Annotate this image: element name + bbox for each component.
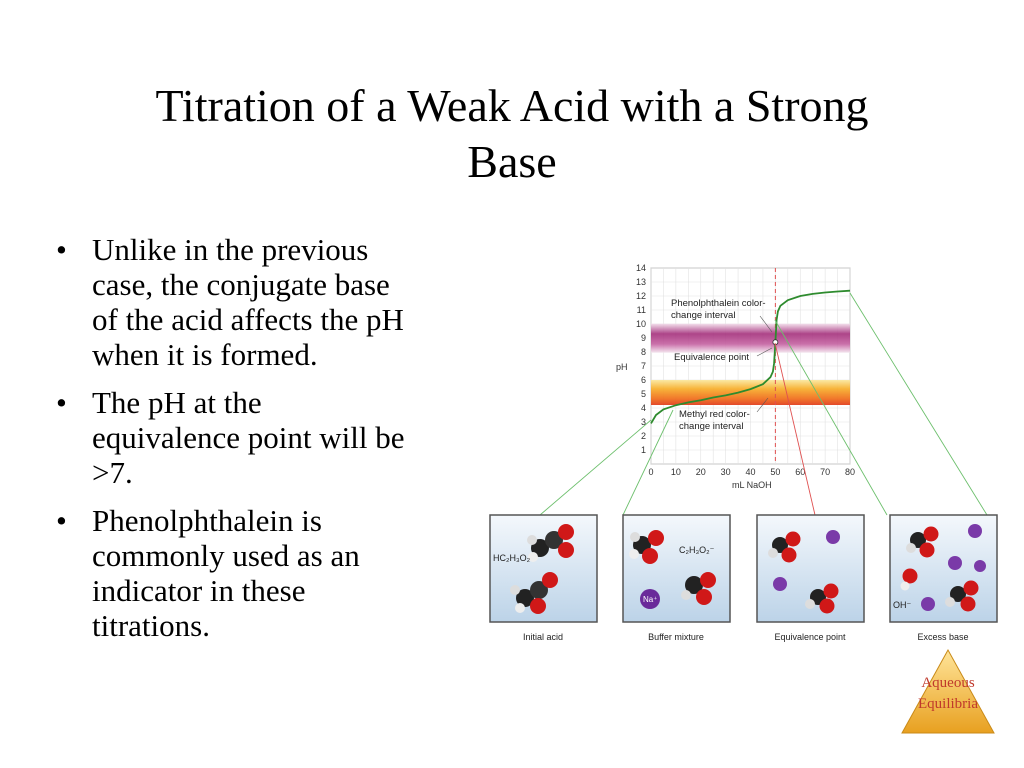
sodium-ion-label: Na⁺	[643, 595, 658, 604]
sodium-ion-icon	[974, 560, 986, 572]
x-tick-label: 10	[670, 467, 681, 477]
x-tick-label: 70	[820, 467, 831, 477]
panel-formula-label: OH⁻	[893, 600, 912, 610]
bullet-text: The pH at the equivalence point will be >7.	[92, 385, 405, 490]
x-tick-labels	[648, 467, 855, 477]
y-tick-label: 3	[640, 417, 646, 427]
methyl-red-label-line-2: change interval	[679, 421, 744, 432]
y-tick-label: 9	[640, 333, 646, 343]
phenolphthalein-label-line-1: Phenolphthalein color-	[671, 298, 766, 309]
y-tick-label: 14	[635, 263, 646, 273]
y-tick-label: 10	[635, 319, 646, 329]
x-tick-label: 20	[695, 467, 706, 477]
aqueous-equilibria-logo	[902, 650, 994, 733]
panel-caption: Buffer mixture	[648, 632, 704, 642]
sodium-ion-icon	[826, 530, 840, 544]
y-tick-label: 6	[640, 375, 646, 385]
logo-line-2: Equilibria	[918, 696, 978, 712]
bullet-glyph: •	[56, 503, 67, 538]
y-tick-labels	[636, 263, 646, 455]
logo-line-1: Aqueous	[921, 675, 975, 691]
phenolphthalein-label-line-2: change interval	[671, 310, 736, 321]
bullet-glyph: •	[56, 385, 67, 420]
panel-caption: Initial acid	[522, 632, 564, 642]
phenolphthalein-band	[651, 324, 850, 353]
x-tick-label: 50	[770, 467, 781, 477]
title-line-1: Titration of a Weak Acid with a Strong	[155, 80, 869, 131]
panel-buffer-mixture	[623, 515, 730, 642]
y-tick-label: 5	[640, 389, 646, 399]
y-tick-label: 1	[640, 445, 646, 455]
y-tick-label: 13	[635, 277, 646, 287]
panel-formula-label: HC₂H₃O₂	[493, 553, 531, 563]
x-axis-label: mL NaOH	[732, 480, 772, 490]
methyl-red-label	[679, 409, 752, 432]
y-tick-label: 2	[640, 431, 646, 441]
sodium-ion-icon	[968, 524, 982, 538]
sodium-ion-icon	[921, 597, 935, 611]
bullet-text: Phenolphthalein is commonly used as an indicator in these titrations.	[92, 503, 360, 643]
panel-formula-label: C₂H₃O₂⁻	[679, 545, 715, 555]
panel-caption: Excess base	[917, 632, 969, 642]
y-tick-label: 7	[640, 361, 646, 371]
methyl-red-band	[651, 380, 850, 405]
x-tick-label: 60	[795, 467, 806, 477]
x-tick-label: 30	[720, 467, 731, 477]
panel-initial-acid	[490, 515, 597, 642]
sodium-ion-icon	[773, 577, 787, 591]
bullet-text: Unlike in the previous case, the conjugate base of the acid affects the pH when it is formed.	[92, 232, 404, 372]
connector-initial	[540, 420, 654, 515]
x-tick-label: 0	[648, 467, 654, 477]
title-line-2: Base	[467, 136, 557, 187]
y-tick-label: 12	[635, 291, 646, 301]
sodium-ion-icon	[948, 556, 962, 570]
bullet-glyph: •	[56, 232, 67, 267]
panel-equivalence-point	[757, 515, 864, 642]
panel-excess-base	[890, 515, 997, 642]
x-tick-label: 40	[745, 467, 756, 477]
connector-excess-2	[850, 293, 987, 515]
equivalence-label: Equivalence point	[674, 352, 749, 363]
x-tick-label: 80	[844, 467, 856, 477]
methyl-red-label-line-1: Methyl red color-	[679, 409, 750, 420]
y-tick-label: 11	[636, 305, 646, 315]
y-tick-label: 4	[640, 403, 646, 413]
y-axis-label: pH	[616, 362, 628, 372]
panel-caption: Equivalence point	[774, 632, 846, 642]
y-tick-label: 8	[640, 347, 646, 357]
